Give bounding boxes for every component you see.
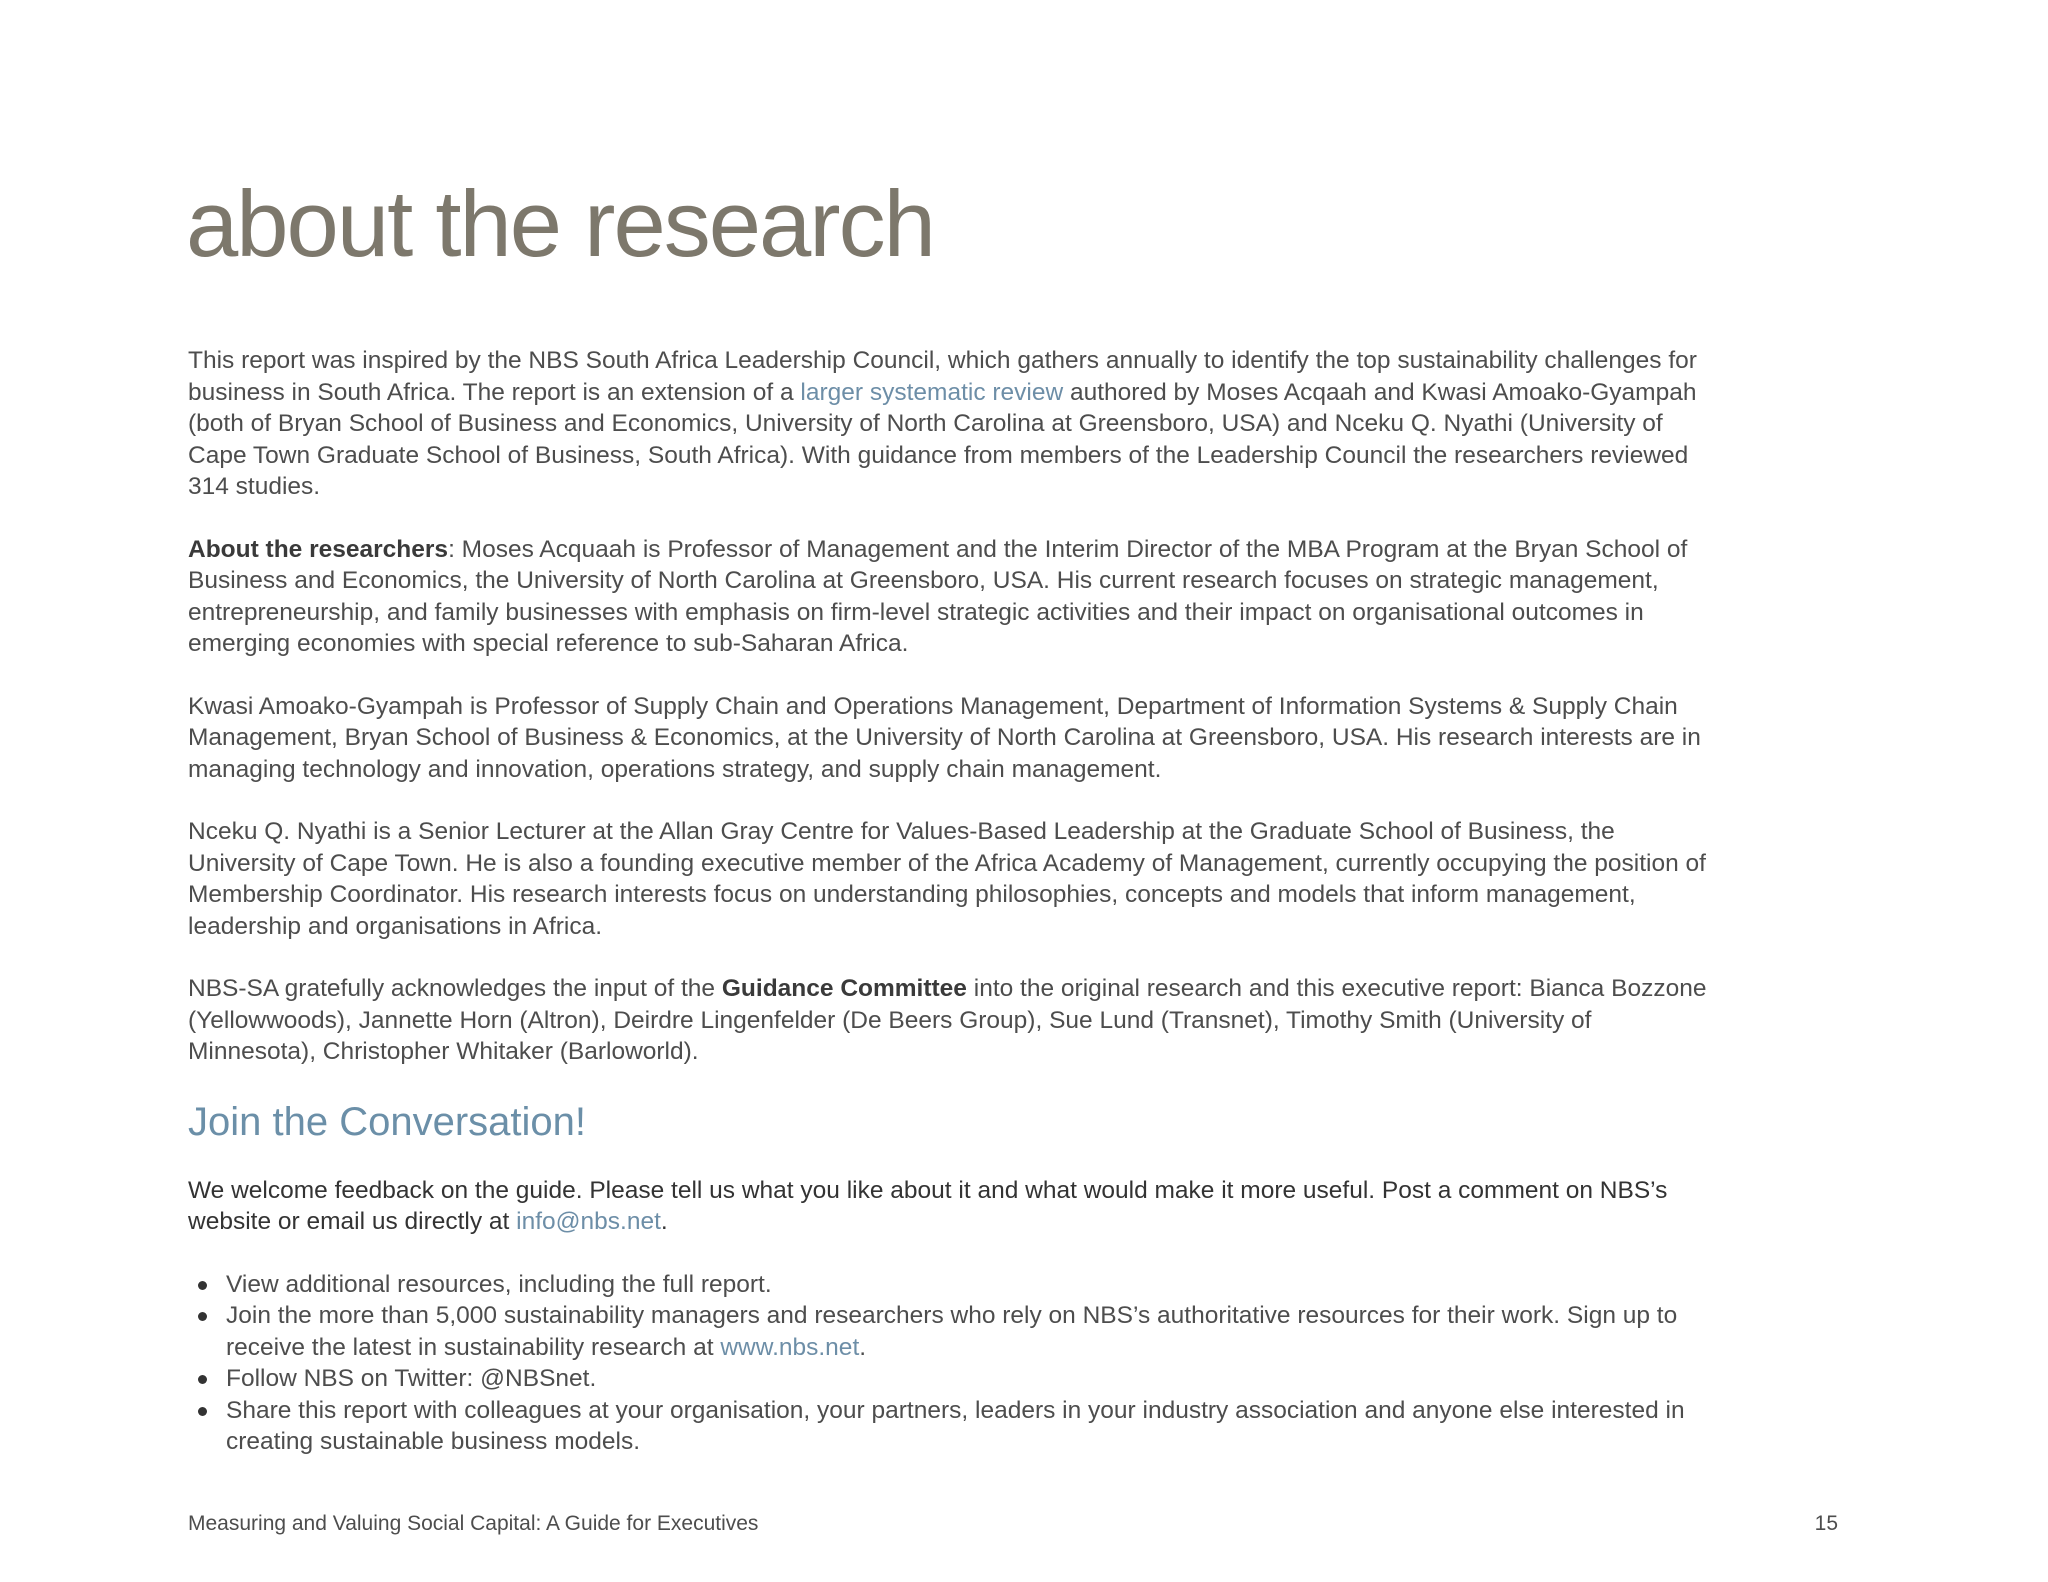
systematic-review-link[interactable]: larger systematic review (800, 378, 1064, 406)
nyathi-bio-paragraph: Nceku Q. Nyathi is a Senior Lecturer at the Allan Gray Centre for Values-Based Leadership at the Graduate School of Business, the University of Cape Town. He is also a founding executive member of the Africa Academy of Management, currently occupying the position of Membership Coordinator. His research interests focus on understanding philosophies, concepts and models that inform management, leadership and organisations in Africa. (188, 818, 1706, 940)
feedback-paragraph (188, 1175, 1708, 1238)
list-item (188, 1363, 1708, 1395)
list-item (188, 1395, 1708, 1458)
list-item-text: Follow NBS on Twitter: @NBSnet. (226, 1365, 597, 1392)
list-item (188, 1269, 1708, 1301)
footer-title: Measuring and Valuing Social Capital: A Guide for Executives (188, 1512, 759, 1535)
intro-text-end: authored by Moses Acqaah and Kwasi Amoako-Gyampah (both of Bryan School of Business and Economics, University of North Carolina at Greensboro, USA) and Nceku Q. Nyathi (University of Cape Town Graduate School of Business, South Africa). With guidance from members of the Leadership Council the researchers reviewed 314 studies. (188, 378, 1697, 500)
acquaah-bio-text: : Moses Acquaah is Professor of Management and the Interim Director of the MBA Program at the Bryan School of Business and Economics, the University of North Carolina at Greensboro, USA. His current research focuses on strategic management, entrepreneurship, and family businesses with emphasis on firm-level strategic activities and their impact on organisational outcomes in emerging economies with special reference to sub-Saharan Africa. (188, 535, 1688, 657)
acknowledgement-paragraph (188, 973, 1708, 1068)
nbs-website-link[interactable]: www.nbs.net (720, 1333, 860, 1361)
list-item (188, 1300, 1708, 1363)
bullet-icon (198, 1281, 207, 1290)
acknowledgement-text-start: NBS-SA gratefully acknowledges the input of the (188, 975, 722, 1002)
page-title: about the research (186, 171, 934, 276)
bullet-icon (198, 1375, 207, 1384)
feedback-text: We welcome feedback on the guide. Please tell us what you like about it and what would make it more useful. Post a comment on NBS’s website or email us directly at (188, 1176, 1668, 1235)
acknowledgement-text-end: into the original research and this executive report: Bianca Bozzone (Yellowwoods), Jannette Horn (Altron), Deirdre Lingenfelder (De Beers Group), Sue Lund (Transnet), Timothy Smith (University of Minnesota), Christopher Whitaker (Barloworld). (188, 975, 1707, 1065)
acquaah-bio-paragraph (188, 534, 1708, 660)
about-researchers-label: About the researchers (188, 535, 449, 563)
join-conversation-heading: Join the Conversation! (188, 1099, 587, 1144)
resource-list (188, 1269, 1708, 1458)
intro-text-start: This report was inspired by the NBS South Africa Leadership Council, which gathers annually to identify the top sustainability challenges for business in South Africa. The report is an extension of a (188, 347, 1697, 406)
bullet-icon (198, 1407, 207, 1416)
amoako-bio-paragraph: Kwasi Amoako-Gyampah is Professor of Supply Chain and Operations Management, Department of Information Systems & Supply Chain Management, Bryan School of Business & Economics, at the University of North Carolina at Greensboro, USA. His research interests are in managing technology and innovation, operations strategy, and supply chain management. (188, 692, 1701, 783)
list-item-text-end: . (859, 1333, 867, 1361)
guidance-committee-label: Guidance Committee (721, 975, 967, 1002)
feedback-text-end: . (660, 1208, 668, 1235)
list-item-text: View additional resources, including the full report. (226, 1270, 772, 1298)
email-link[interactable]: info@nbs.net (516, 1208, 661, 1235)
list-item-text: Join the more than 5,000 sustainability managers and researchers who rely on NBS’s authoritative resources for their work. Sign up to receive the latest in sustainability research at (226, 1302, 1678, 1361)
main-content (188, 345, 1708, 1458)
page-number: 15 (1814, 1512, 1838, 1535)
list-item-text: Share this report with colleagues at your organisation, your partners, leaders in your industry association and anyone else interested in creating sustainable business models. (226, 1396, 1685, 1455)
bullet-icon (198, 1312, 207, 1321)
intro-paragraph (188, 345, 1708, 503)
